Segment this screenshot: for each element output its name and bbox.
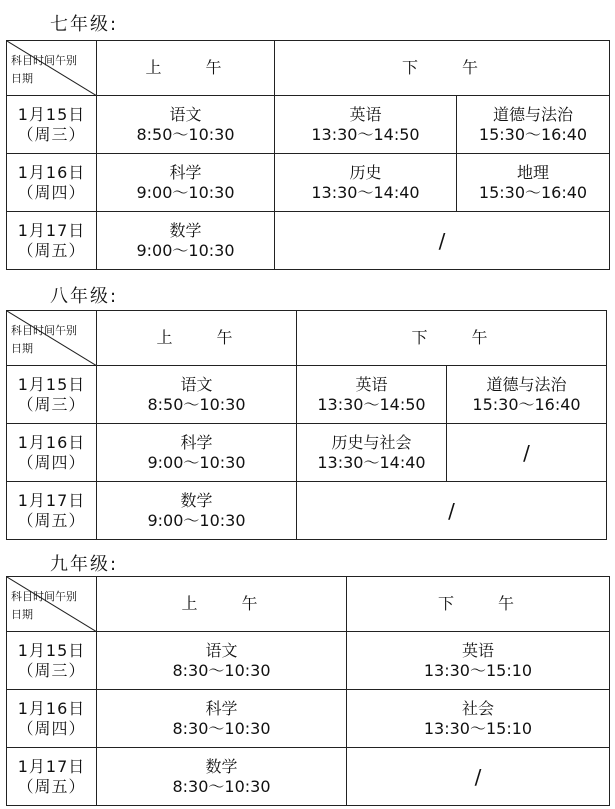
date-cell: 1月16日 （周四） [7, 424, 97, 482]
no-exam-slash: / [447, 424, 607, 482]
date-cell: 1月16日 （周四） [7, 690, 97, 748]
morning-header: 上 午 [97, 311, 297, 366]
exam-cell: 语文 8:50～10:30 [97, 366, 297, 424]
afternoon-header: 下 午 [275, 41, 610, 96]
grade9-schedule-table [6, 576, 610, 806]
grade9-title: 九年级: [50, 554, 119, 575]
date-cell: 1月15日 （周三） [7, 96, 97, 154]
exam-cell: 历史 13:30～14:40 [275, 154, 457, 212]
no-exam-slash: / [297, 482, 607, 540]
exam-cell: 英语 13:30～15:10 [347, 632, 610, 690]
corner-label-date: 日期 [11, 608, 33, 621]
header-corner-cell [7, 577, 97, 632]
exam-cell: 数学 9:00～10:30 [97, 482, 297, 540]
date-cell: 1月17日 （周五） [7, 482, 97, 540]
exam-cell: 地理 15:30～16:40 [457, 154, 610, 212]
date-cell: 1月15日 （周三） [7, 366, 97, 424]
grade8-schedule-table [6, 310, 607, 540]
no-exam-slash: / [347, 748, 610, 806]
exam-cell: 语文 8:30～10:30 [97, 632, 347, 690]
grade7-schedule-table [6, 40, 610, 270]
corner-label-subject-time: 科目时间午别 [11, 54, 77, 67]
exam-cell: 英语 13:30～14:50 [275, 96, 457, 154]
morning-header: 上 午 [97, 41, 275, 96]
exam-cell: 历史与社会 13:30～14:40 [297, 424, 447, 482]
exam-cell: 科学 9:00～10:30 [97, 424, 297, 482]
exam-cell: 科学 9:00～10:30 [97, 154, 275, 212]
date-cell: 1月17日 （周五） [7, 748, 97, 806]
grade8-title: 八年级: [50, 286, 119, 307]
header-corner-cell [7, 41, 97, 96]
morning-header: 上 午 [97, 577, 347, 632]
date-cell: 1月16日 （周四） [7, 154, 97, 212]
exam-cell: 科学 8:30～10:30 [97, 690, 347, 748]
exam-cell: 社会 13:30～15:10 [347, 690, 610, 748]
grade7-title: 七年级: [50, 14, 119, 35]
afternoon-header: 下 午 [347, 577, 610, 632]
exam-cell: 道德与法治 15:30～16:40 [457, 96, 610, 154]
exam-cell: 英语 13:30～14:50 [297, 366, 447, 424]
exam-cell: 语文 8:50～10:30 [97, 96, 275, 154]
corner-label-date: 日期 [11, 342, 33, 355]
header-corner-cell [7, 311, 97, 366]
date-cell: 1月17日 （周五） [7, 212, 97, 270]
corner-label-subject-time: 科目时间午别 [11, 324, 77, 337]
date-cell: 1月15日 （周三） [7, 632, 97, 690]
exam-cell: 道德与法治 15:30～16:40 [447, 366, 607, 424]
corner-label-date: 日期 [11, 72, 33, 85]
exam-cell: 数学 8:30～10:30 [97, 748, 347, 806]
no-exam-slash: / [275, 212, 610, 270]
corner-label-subject-time: 科目时间午别 [11, 590, 77, 603]
afternoon-header: 下 午 [297, 311, 607, 366]
exam-cell: 数学 9:00～10:30 [97, 212, 275, 270]
